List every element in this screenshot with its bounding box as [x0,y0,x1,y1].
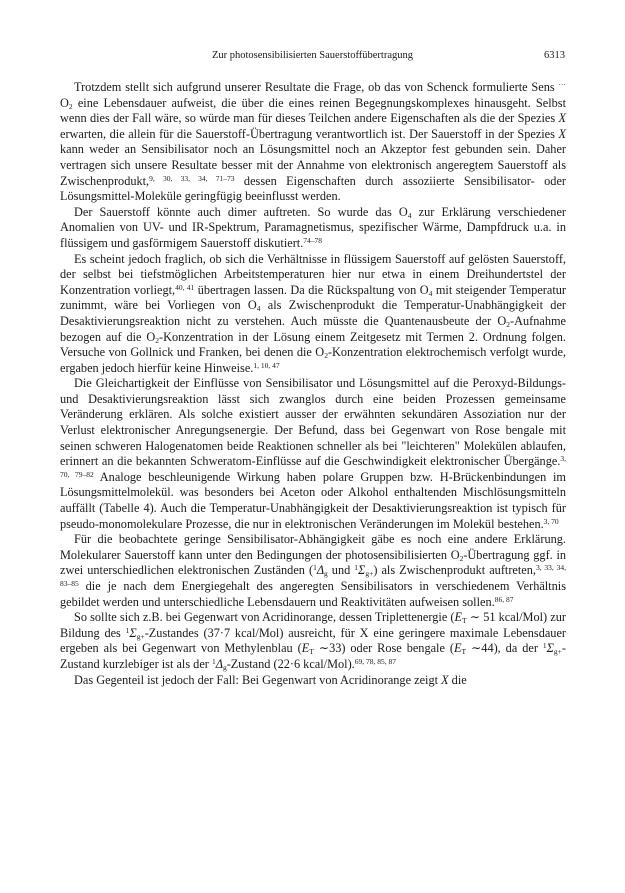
subscript: 4 [256,304,261,314]
text-run: Trotzdem stellt sich aufgrund unserer Resultate die Frage, ob das von Schenck formulierte Sens [74,80,559,94]
text-run: -Zustandes (37·7 kcal/Mol) ausreicht, für X eine geringere maximale Lebensdauer ergeben als bei Gegenwart von Methylenblau ( [60,625,566,656]
subscript: 2 [68,101,73,111]
paragraph [60,673,566,689]
subscript: 4 [428,288,433,298]
text-run: -Konzentration elektrochemisch verfolgt wurde, ergaben jedoch hierfür keine Hinweise. [60,345,567,375]
body-text [60,80,566,688]
text-run: Die Gleichartigkeit der Einflüsse von Sensibilisator und Lösungsmittel auf die Peroxyd-Bildungs- und Desaktivierungsreaktion lässt sich zwanglos durch eine beiden Prozessen gemeinsame Veränderung erklären. Als solche existiert ausser der erwähnten sekundären Assoziation nur der Verlust elektronischer Anregungsenergie. Der Befund, dass bei Gegenwart von Rose bengale mit seinen schweren Halogenatomen beide Reaktionen schneller als bei "leichteren" Molekülen ablaufen, erinnert an die bekannten Schweratom-Einflüsse auf die Geschwindigkeit elektronischer Übergänge. [60,376,566,469]
superscript-ref: 69, 78, 85, 87 [354,656,396,666]
subscript: 2 [459,553,464,563]
text-run: ∼33) oder Rose bengale ( [313,641,454,656]
superscript-ref: ··· [558,80,566,89]
text-run: So sollte sich z.B. bei Gegenwart von Acridinorange, dessen Triplettenergie ( [74,610,455,625]
subscript: 2 [155,335,159,345]
italic-symbol: X [441,672,449,687]
superscript-ref: 40, 41 [175,282,195,292]
paragraph [60,532,566,610]
superscript-ref: 1 [354,563,359,573]
text-run: Es scheint jedoch fraglich, ob sich die Verhältnisse in flüssigem Sauerstoff auf gelösten Sauerstoff, der selbst bei tiefstmöglichen Arbeitstemperaturen hier nur etwa in einem Dreihundertstel der Konzentration vorliegt, [60,251,566,297]
italic-symbol: Δ [316,563,325,578]
text-run: -Zustand (22·6 kcal/Mol). [226,656,355,671]
text-run: Für die beobachtete geringe Sensibilisator-Abhängigkeit gäbe es noch eine andere Erklärung. Molekularer Sauerstoff kann unter den Bedingungen der photosensibilisierten O [60,532,566,562]
text-run: dessen Eigenschaften durch assoziierte Sensibilisator- oder Lösungsmittel-Moleküle geringfügig beeinflusst werden. [60,173,566,204]
subscript: T [461,647,467,657]
text-run: als Zwischenprodukt die Temperatur-Unabhängigkeit der Desaktivierungsreaktion nicht zu verstehen. Auch müsste die Quantenausbeute der O [60,298,566,328]
superscript-ref: 1 [211,656,216,666]
subscript: g+ [136,631,145,641]
subscript: g+ [365,569,374,579]
italic-symbol: Σ [546,641,554,656]
superscript-ref: 3, 70 [543,516,559,526]
italic-symbol: Σ [358,563,366,578]
italic-symbol: X [558,111,566,126]
text-run: die je nach dem Energiegehalt des angeregten Sensibilisators in verschiedenem Verhältnis gebildet werden und unterschiedliche Lebensdauern und Reaktivitäten aufweisen sollen. [60,579,566,609]
text-run: übertragen lassen. Da die Rückspaltung von O [194,282,429,297]
subscript: g [324,569,328,579]
superscript-ref: 1 [542,641,547,651]
text-run: -Aufnahme bezogen auf die O [60,313,566,344]
text-run: ) als Zwischenprodukt auftreten, [373,563,536,578]
superscript-ref: 1, 10, 47 [253,360,280,370]
italic-symbol: X [558,126,566,141]
running-title: Zur photosensibilisierten Sauerstoffübertragung [211,50,413,61]
subscript: 4 [407,210,412,220]
paragraph [60,252,566,377]
page-number: 6313 [544,50,565,61]
italic-symbol: E [454,610,463,625]
running-header [60,50,565,66]
text-run: die [448,672,467,687]
text-run: -Konzentration in der Lösung einem Zeitgesetz mit Termen 2. Ordnung folgen. Versuche von Gollnick und Franken, bei denen die O [60,329,566,360]
text-run: ∼44), da der [466,641,543,656]
text-run: -Zustand kurzlebiger ist als der [60,641,567,671]
text-run: erwarten, die allein für die Sauerstoff-Übertragung verantwortlich ist. Der Sauerstoff in der Spezies [60,126,559,141]
text-run: kann weder an Sensibilisator noch an Lösungsmittel noch an Akzeptor fest gebunden sein. Daher vertragen sich unsere Resultate besser mit der Annahme von elektronisch angeregtem Sauerstoff als Zwischenprodukt, [60,142,566,188]
text-run: Der Sauerstoff könnte auch dimer auftreten. So wurde das O [74,204,408,219]
paragraph [60,610,566,672]
text-run: ∼ 51 kcal/Mol) zur Bildung des [60,610,566,640]
text-run: Analoge beschleunigende Wirkung haben polare Gruppen bzw. H-Brückenbindungen im Lösungsmittelmolekül. was besonders bei Aceton oder Alkohol enthaltenden Mischlösungsmitteln auffällt (Tabelle 4). Auch die Temperatur-Unabhängigkeit der Desaktivierungsreaktion ist typisch für pseudo-monomolekulare Prozesse, die nur in elektronischen Veränderungen im Molekül bestehen. [60,469,566,531]
paragraph [60,376,566,532]
superscript-ref: 3, 70, 79–82 [60,454,566,479]
superscript-ref: 1 [313,563,317,573]
text-run: O [60,95,69,110]
italic-symbol: E [453,641,462,656]
italic-symbol: Δ [215,656,223,671]
superscript-ref: 1 [125,625,130,635]
subscript: 2 [506,319,510,329]
subscript: g+ [553,647,562,657]
subscript: T [462,616,467,626]
subscript: g [222,662,227,672]
subscript: 2 [324,351,328,361]
superscript-ref: 74–78 [303,235,323,245]
text-run: zur Erklärung verschiedener Anomalien von UV- und IR-Spektrum, Paramagnetismus, spezifischer Wärme, Dampfdruck u.a. in flüssigem und gasförmigem Sauerstoff diskutiert. [60,204,566,250]
subscript: T [309,647,314,657]
text-run: und [327,563,355,578]
text-run: eine Lebensdauer aufweist, die über die eines reinen Begegnungskomplexes hinausgeht. Selbst wenn dies der Fall wäre, so würde man für dieses Teilchen andere Eigenschaften als die der Spezies [60,95,566,126]
paragraph [60,80,566,205]
text-run: Das Gegenteil ist jedoch der Fall: Bei Gegenwart von Acridinorange zeigt [74,672,442,687]
superscript-ref: 9, 30, 33, 34, 71–73 [149,173,235,183]
text-run: -Übertragung ggf. in zwei unterschiedlichen elektronischen Zuständen ( [60,547,567,578]
superscript-ref: 86, 87 [494,594,514,604]
italic-symbol: E [301,641,310,656]
text-run: mit steigender Temperatur zunimmt, wäre bei Vorliegen von O [60,282,566,313]
italic-symbol: Σ [129,625,137,640]
superscript-ref: 3, 33, 34, 83–85 [60,563,567,588]
paragraph [60,205,566,252]
